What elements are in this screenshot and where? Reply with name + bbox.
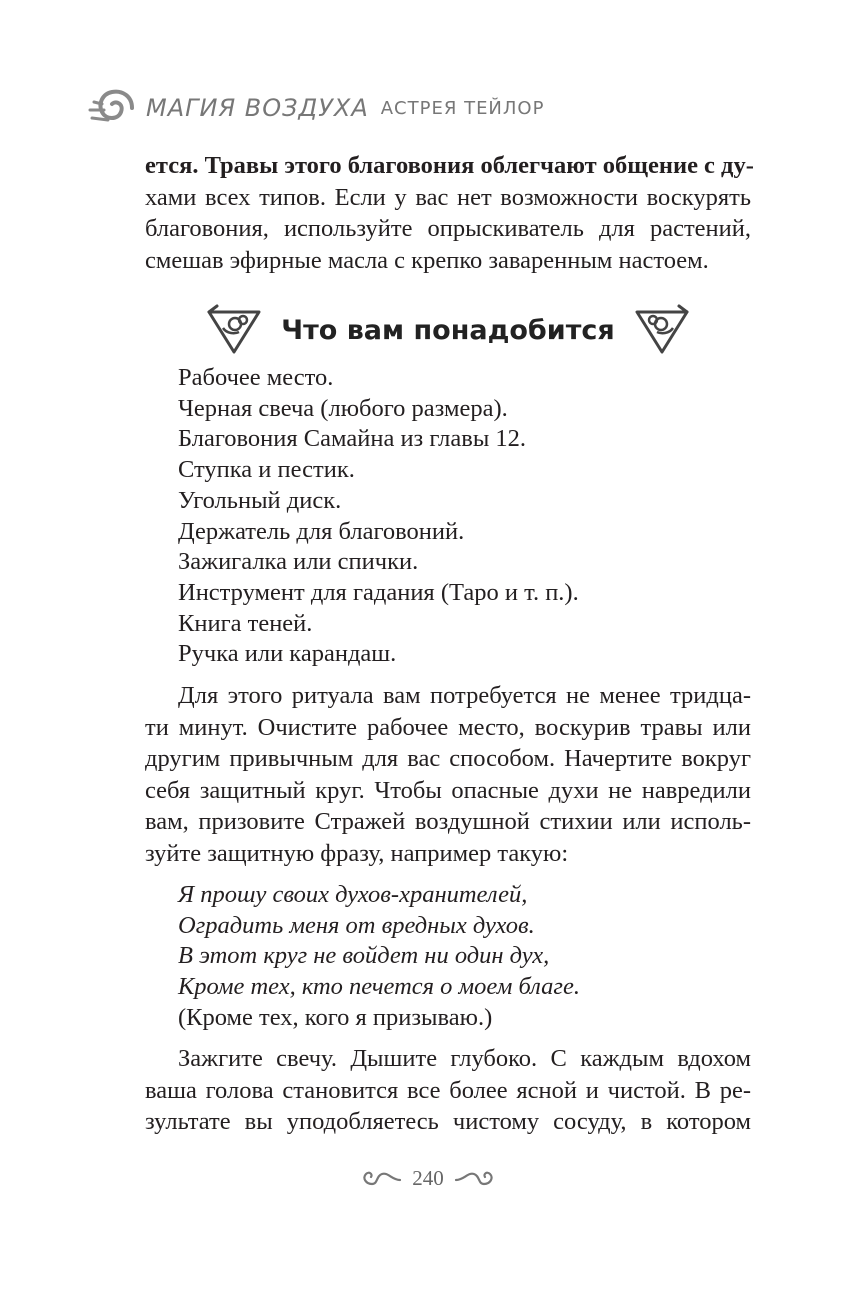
text-line: другим привычным для вас способом. Начертите вокруг — [145, 745, 751, 772]
list-item: Зажигалка или спички. — [178, 548, 419, 576]
text-line: благовония, используйте опрыскиватель для растений, — [145, 215, 751, 242]
author-name: АСТРЕЯ ТЕЙЛОР — [380, 97, 545, 119]
text-line: смешав эфирные масла с крепко заваренным настоем. — [145, 246, 709, 274]
verse-line: (Кроме тех, кого я призываю.) — [178, 1003, 493, 1031]
list-item: Ручка или карандаш. — [178, 640, 397, 668]
list-item: Рабочее место. — [178, 364, 334, 391]
left-flourish-icon — [358, 1168, 402, 1188]
verse-line: В этот круг не войдет ни один дух, — [178, 942, 550, 970]
running-header — [88, 80, 544, 136]
text-line: ваша голова становится все более ясной и чистой. В ре- — [145, 1076, 751, 1104]
list-item: Книга теней. — [178, 609, 313, 637]
text-line: Зажгите свечу. Дышите глубоко. С каждым вдохом — [178, 1045, 751, 1072]
page-number: 240 — [412, 1165, 444, 1190]
verse-line: Кроме тех, кто печется о моем благе. — [178, 973, 580, 1001]
intro-paragraph — [145, 150, 754, 276]
text-line: зультате вы уподобляетесь чистому сосуду, в котором — [145, 1108, 751, 1135]
list-item: Держатель для благовоний. — [178, 517, 465, 545]
protective-verse — [178, 880, 580, 1034]
list-item: Инструмент для гадания (Таро и т. п.). — [178, 578, 579, 606]
text-line: вам, призовите Стражей воздушной стихии или исполь- — [145, 808, 751, 835]
section-heading — [145, 300, 751, 360]
section-title: Что вам понадобится — [281, 314, 615, 346]
text-line: зуйте защитную фразу, например такую: — [145, 839, 569, 867]
book-title: МАГИЯ ВОЗДУХА — [146, 94, 369, 122]
verse-line: Оградить меня от вредных духов. — [178, 911, 535, 939]
page-footer — [0, 1160, 856, 1196]
right-flourish-icon — [454, 1168, 498, 1188]
text-line: ется. Травы этого благовония облегчают общение с ду- — [145, 152, 754, 179]
text-line: Для этого ритуала вам потребуется не менее тридца- — [178, 682, 751, 709]
triangle-ornament-icon — [633, 304, 691, 356]
list-item: Благовония Самайна из главы 12. — [178, 425, 527, 453]
text-line: хами всех типов. Если у вас нет возможности воскурять — [145, 183, 751, 211]
list-item: Черная свеча (любого размера). — [178, 394, 508, 422]
list-item: Угольный диск. — [178, 486, 342, 514]
supplies-list — [178, 363, 579, 670]
body-paragraph — [145, 680, 751, 869]
triangle-ornament-icon — [205, 304, 263, 356]
body-paragraph — [145, 1043, 751, 1138]
list-item: Ступка и пестик. — [178, 456, 355, 484]
spiral-wind-icon — [88, 82, 140, 134]
text-line: ти минут. Очистите рабочее место, воскурив травы или — [145, 713, 751, 741]
verse-line: Я прошу своих духов-хранителей, — [178, 881, 528, 908]
text-line: себя защитный круг. Чтобы опасные духи не навредили — [145, 776, 751, 804]
